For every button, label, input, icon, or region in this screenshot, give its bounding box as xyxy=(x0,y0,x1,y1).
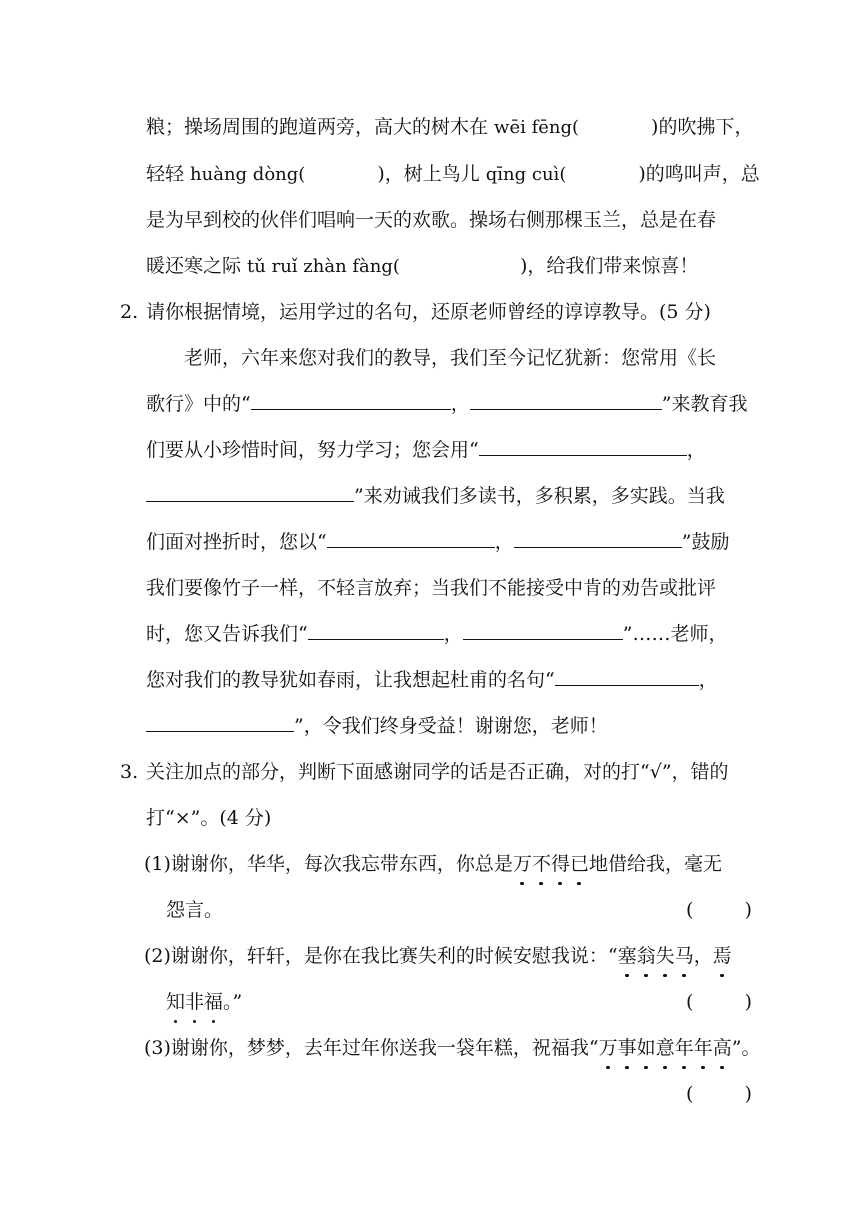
q2-number: 2. xyxy=(120,301,139,323)
pinyin-weifeng: wēi fēng( xyxy=(494,117,580,138)
q3-item-1: (1)谢谢你，华华，每次我忘带东西，你总是万不得已地借给我，毫无 xyxy=(144,850,722,878)
q3-item-2-cont: 知非福。” xyxy=(166,988,242,1016)
dotted-char: 知 xyxy=(166,988,185,1016)
q3-number: 3. xyxy=(120,761,139,783)
answer-blank[interactable] xyxy=(479,439,687,456)
q2-line-9: ”，令我们终身受益！谢谢您，老师！ xyxy=(146,712,758,740)
answer-blank[interactable] xyxy=(327,531,495,548)
dotted-char: 非 xyxy=(185,988,204,1016)
dotted-char: 事 xyxy=(618,1034,637,1062)
q1-line-1: 粮；操场周围的跑道两旁，高大的树木在 wēi fēng( )的吹拂下， xyxy=(146,116,754,138)
q3-title-2: 打“×”。(4 分) xyxy=(146,807,272,829)
answer-blank[interactable] xyxy=(555,669,699,686)
dotted-char: 如 xyxy=(637,1034,656,1062)
answer-blank[interactable] xyxy=(308,623,444,640)
pinyin-huangdong: huàng dòng( xyxy=(190,164,306,185)
dotted-char: 得 xyxy=(551,850,570,878)
dotted-char: 塞 xyxy=(618,942,637,970)
q3-item-1-cont: 怨言。 xyxy=(166,899,224,921)
q2-line-8: 您对我们的教导犹如春雨，让我想起杜甫的名句“ ， xyxy=(146,669,718,691)
q2-line-4: ”来劝诫我们多读书，多积累，多实践。当我 xyxy=(146,482,758,510)
answer-blank[interactable] xyxy=(146,485,354,502)
dotted-char: 年 xyxy=(694,1034,713,1062)
dotted-char: 失 xyxy=(656,942,675,970)
dotted-char: 翁 xyxy=(637,942,656,970)
q3-title: 关注加点的部分，判断下面感谢同学的话是否正确，对的打“√”，错的 xyxy=(146,761,729,783)
dotted-char: 马 xyxy=(675,942,694,970)
dotted-char: 万 xyxy=(513,850,532,878)
dotted-char: 高 xyxy=(713,1034,732,1062)
q2-line-7: 时，您又告诉我们“ ， ”……老师， xyxy=(146,623,728,645)
q3-item-2: (2)谢谢你，轩轩，是你在我比赛失利的时候安慰我说：“塞翁失马，焉 xyxy=(144,942,732,970)
dotted-char: 年 xyxy=(675,1034,694,1062)
dotted-char: 万 xyxy=(599,1034,618,1062)
pinyin-turuizhanfang: tǔ ruǐ zhàn fàng( xyxy=(247,256,400,277)
q2-line-5: 们面对挫折时，您以“ ， ”鼓励 xyxy=(146,531,730,553)
dotted-char: 意 xyxy=(656,1034,675,1062)
answer-blank[interactable] xyxy=(514,531,682,548)
q2-line-6: 我们要像竹子一样，不轻言放弃；当我们不能接受中肯的劝告或批评 xyxy=(146,577,717,599)
answer-blank[interactable] xyxy=(251,393,451,410)
dotted-char: 福 xyxy=(204,988,223,1016)
answer-paren-1[interactable]: ( ) xyxy=(686,899,752,921)
answer-blank[interactable] xyxy=(470,393,662,410)
dotted-char: 已 xyxy=(570,850,589,878)
q1-line-4: 暖还寒之际 tǔ ruǐ zhàn fàng( )，给我们带来惊喜！ xyxy=(146,255,699,277)
q1-line-2: 轻轻 huàng dòng( )，树上鸟儿 qīng cuì( )的鸣叫声，总 xyxy=(146,163,760,185)
answer-paren-2[interactable]: ( ) xyxy=(686,991,752,1013)
q3-item-3: (3)谢谢你，梦梦，去年过年你送我一袋年糕，祝福我“万事如意年年高”。 xyxy=(144,1034,760,1062)
answer-blank[interactable] xyxy=(146,715,294,732)
answer-blank[interactable] xyxy=(463,623,623,640)
q1-line-3: 是为早到校的伙伴们唱响一天的欢歌。操场右侧那棵玉兰，总是在春 xyxy=(146,209,717,231)
pinyin-qingcui: qīng cuì( xyxy=(485,164,567,185)
q2-line-3: 们要从小珍惜时间，努力学习；您会用“ ， xyxy=(146,439,706,461)
dotted-char: 不 xyxy=(532,850,551,878)
q2-line-2: 歌行》中的“ ， ”来教育我 xyxy=(146,393,748,415)
q2-line-1: 老师，六年来您对我们的教导，我们至今记忆犹新：您常用《长 xyxy=(184,347,717,369)
q2-title: 请你根据情境，运用学过的名句，还原老师曾经的谆谆教导。(5 分) xyxy=(146,301,711,323)
answer-paren-3[interactable]: ( ) xyxy=(686,1083,752,1105)
dotted-char: 焉 xyxy=(713,942,732,970)
